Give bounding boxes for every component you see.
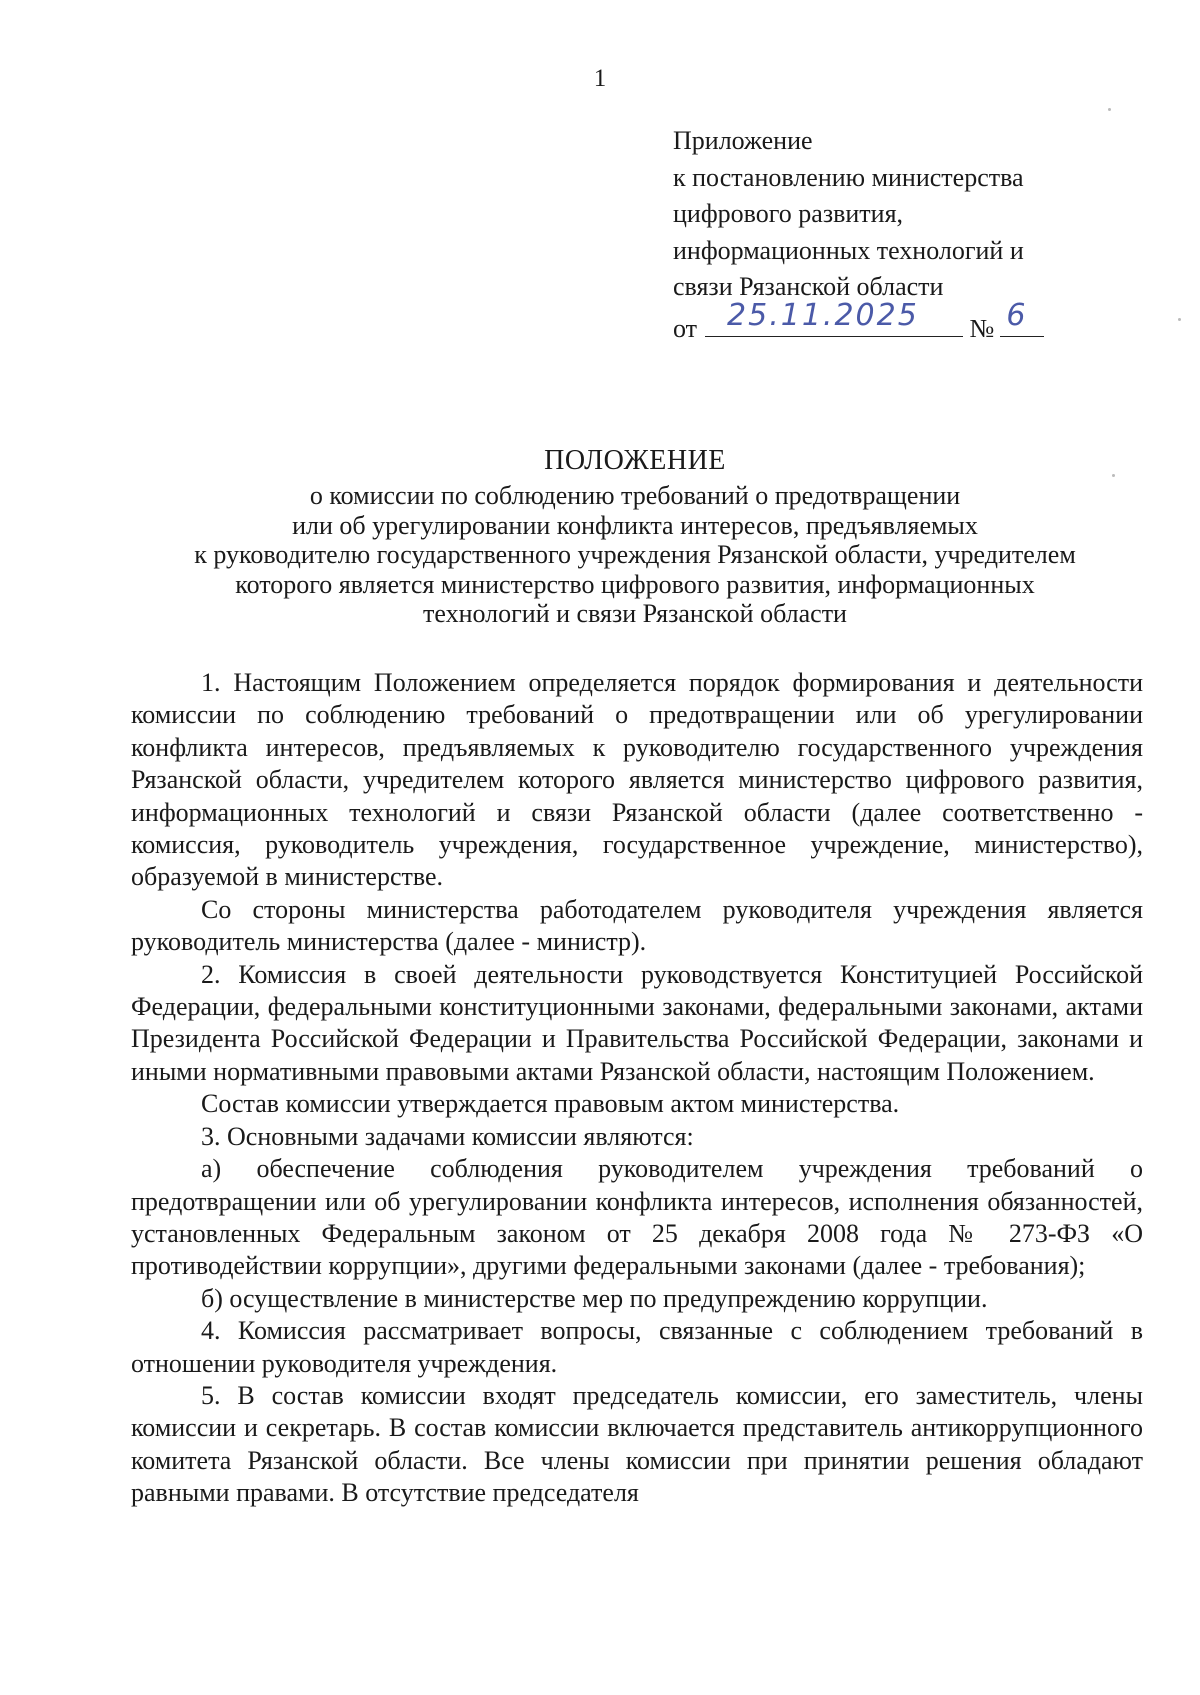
appendix-line: цифрового развития, [673,199,904,228]
title-subline: которого является министерство цифрового развития, информационных [235,569,1035,599]
title-subline: или об урегулировании конфликта интересов, предъявляемых [292,510,978,540]
scan-speck [1178,318,1181,321]
date-field [705,298,963,337]
number-field [1000,298,1044,337]
page-number: 1 [593,65,607,92]
document-body [131,667,1143,1510]
appendix-line: связи Рязанской области [673,272,944,301]
paragraph-composition: Состав комиссии утверждается правовым актом министерства. [201,1089,900,1119]
title-subline: к руководителю государственного учреждения Рязанской области, учредителем [194,540,1076,569]
title-subline: о комиссии по соблюдению требований о предотвращении [309,481,961,510]
paragraph-4: 4. Комиссия рассматривает вопросы, связанные с соблюдением требований в отношении руководителя учреждения. [131,1316,1143,1378]
appendix-block [673,123,1113,347]
appendix-date-line [673,298,1113,348]
paragraph-1: 1. Настоящим Положением определяется порядок формирования и деятельности комиссии по соблюдению требований о предотвращении или об урегулировании конфликта интересов, предъявляемых к руководителю государственного учреждения Рязанской области, учредителем которого является министерство цифрового развития, информационных технологий и связи Рязанской области (далее соответственно - комиссия, руководитель учреждения, государственное учреждение, министерство), образуемой в министерстве. [131,668,1143,892]
appendix-line: к постановлению министерства [673,162,1024,192]
appendix-line: Приложение [673,126,813,155]
paragraph-employer: Со стороны министерства работодателем руководителя учреждения является руководитель министерства (далее - министр). [131,894,1143,957]
date-prefix: от [673,313,698,343]
paragraph-5: 5. В состав комиссии входят председатель комиссии, его заместитель, члены комиссии и секретарь. В состав комиссии включается представитель антикоррупционного комитета Рязанской области. Все члены комиссии при принятии решения обладают равными правами. В отсутствие председателя [131,1380,1143,1508]
handwritten-number: 6 [1006,298,1028,333]
scan-speck [1112,474,1115,477]
paragraph-2: 2. Комиссия в своей деятельности руководствуется Конституцией Российской Федерации, федеральными конституционными законами, федеральными законами, актами Президента Российской Федерации и Правительства Российской Федерации, законами и иными нормативными правовыми актами Рязанской области, настоящим Положением. [131,959,1143,1086]
document-title-block [90,444,1180,629]
paragraph-3: 3. Основными задачами комиссии являются: [201,1121,694,1151]
paragraph-3a: а) обеспечение соблюдения руководителем учреждения требований о предотвращении или об урегулировании конфликта интересов, исполнения обязанностей, установленных Федеральным законом от 25 декабря 2008 года № 273-ФЗ «О противодействии коррупции», другими федеральными законами (далее - требования); [131,1154,1143,1281]
handwritten-date: 25.11.2025 [727,298,919,333]
paragraph-3b: б) осуществление в министерстве мер по предупреждению коррупции. [201,1283,988,1313]
title-subline: технологий и связи Рязанской области [423,599,847,628]
appendix-line: информационных технологий и [673,235,1024,265]
number-prefix: № [969,313,995,343]
document-title: ПОЛОЖЕНИЕ [544,445,726,476]
scan-speck [1108,108,1111,111]
